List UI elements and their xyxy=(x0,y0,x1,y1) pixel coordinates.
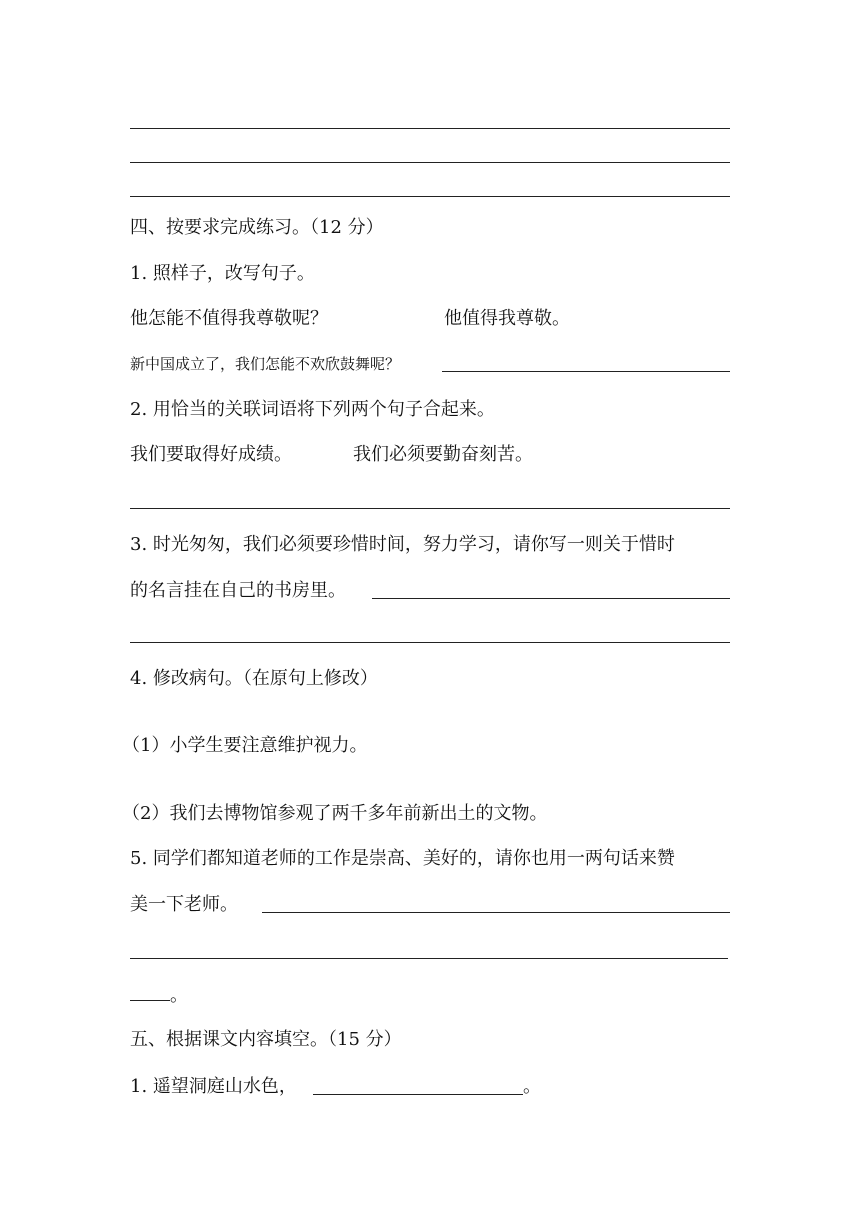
sentence-b: 我们必须要勤奋刻苦。 xyxy=(353,444,533,465)
answer-line[interactable] xyxy=(442,371,730,372)
rewrite-prompt: 新中国成立了，我们怎能不欢欣鼓舞呢？ xyxy=(130,355,401,373)
sentence-a: 我们要取得好成绩。 xyxy=(130,444,292,465)
example-question: 他怎能不值得我尊敬呢？ xyxy=(130,308,328,329)
section-title: 四、按要求完成练习。（12 分） xyxy=(130,217,384,238)
question-label: 4. 修改病句。（在原句上修改） xyxy=(130,668,378,689)
question-text: 3. 时光匆匆，我们必须要珍惜时间，努力学习，请你写一则关于惜时 xyxy=(130,534,675,555)
question-label: 1. 照样子，改写句子。 xyxy=(130,263,315,284)
faulty-sentence[interactable]: （2）我们去博物馆参观了两千多年前新出土的文物。 xyxy=(122,803,548,824)
answer-line[interactable] xyxy=(130,196,730,197)
question-label: 2. 用恰当的关联词语将下列两个句子合起来。 xyxy=(130,399,495,420)
faulty-sentence[interactable]: （1）小学生要注意维护视力。 xyxy=(122,735,368,756)
answer-line[interactable] xyxy=(130,1000,170,1001)
answer-line[interactable] xyxy=(130,162,730,163)
section-title: 五、根据课文内容填空。（15 分） xyxy=(130,1029,402,1050)
end-mark: 。 xyxy=(170,985,188,1006)
end-mark: 。 xyxy=(523,1076,541,1097)
question-text: 1. 遥望洞庭山水色， xyxy=(130,1076,297,1097)
answer-line[interactable] xyxy=(130,508,730,509)
question-text: 的名言挂在自己的书房里。 xyxy=(130,580,346,601)
question-text: 美一下老师。 xyxy=(130,894,238,915)
example-answer: 他值得我尊敬。 xyxy=(444,308,570,329)
answer-line[interactable] xyxy=(130,642,730,643)
answer-line[interactable] xyxy=(313,1094,523,1095)
answer-line[interactable] xyxy=(130,958,728,959)
answer-line[interactable] xyxy=(262,912,730,913)
answer-line[interactable] xyxy=(372,598,730,599)
answer-line[interactable] xyxy=(130,128,730,129)
question-text: 5. 同学们都知道老师的工作是崇高、美好的，请你也用一两句话来赞 xyxy=(130,848,675,869)
